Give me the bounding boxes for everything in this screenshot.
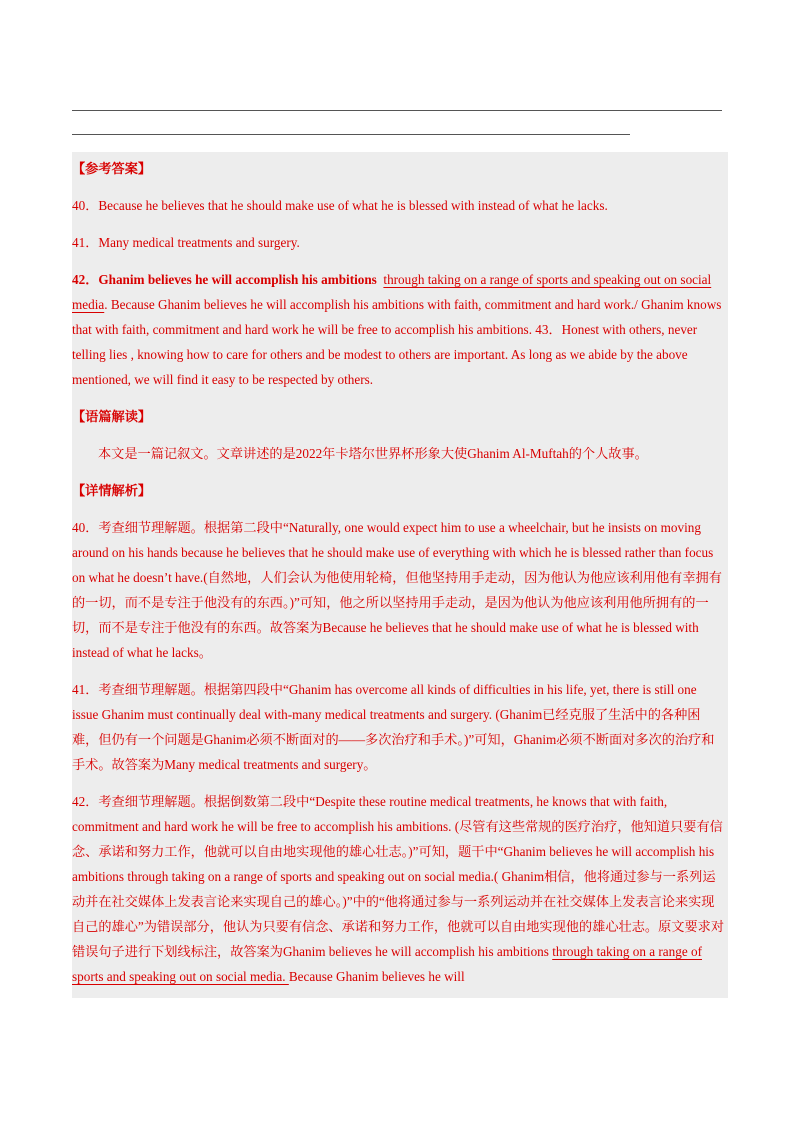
- analysis-42: [72, 789, 726, 989]
- analysis-41: 41．考查细节理解题。根据第四段中“Ghanim has overcome all kinds of difficulties in his life, yet, there is still one issue Ghanim must continually deal with-many medical treatments and surgery. (Ghanim已经克服了生活中的各种困难，但仍有一个问题是Ghanim必须不断面对的——多次治疗和手术。)”可知，Ghanim必须不断面对多次的治疗和手术。故答案为Many medical treatments and surgery。: [72, 682, 715, 772]
- answer-42-bold: 42．Ghanim believes he will accomplish his ambitions: [72, 272, 377, 287]
- answer-42-rest: . Because Ghanim believes he will accomplish his ambitions with faith, commitment and hard work./ Ghanim knows that with faith, commitment and hard work he will be free to accomplish his ambitions. 43．Honest with others, never telling lies , knowing how to care for others and be modest to others are important. As long as we abide by the above mentioned, we will find it easy to be respected by others.: [72, 297, 722, 387]
- answer-heading: 【参考答案】: [72, 161, 152, 176]
- header-rule-top: [72, 110, 722, 111]
- passage-summary: 本文是一篇记叙文。文章讲述的是2022年卡塔尔世界杯形象大使Ghanim Al-Muftah的个人故事。: [98, 446, 648, 461]
- analysis-42-main: 42．考查细节理解题。根据倒数第二段中“Despite these routine medical treatments, he knows that with faith, commitment and hard work he will be free to accomplish his ambitions. (尽管有这些常规的医疗治疗，他知道只要有信念、承诺和努力工作，他就可以自由地实现他的雄心壮志。)”可知，题干中“Ghanim believes he will accomplish his ambitions through taking on a range of sports and speaking out on social media.( Ghanim相信，他将通过参与一系列运动并在社交媒体上发表言论来实现自己的雄心。)”中的“他将通过参与一系列运动并在社交媒体上发表言论来实现自己的雄心”为错误部分，他认为只要有信念、承诺和努力工作，他就可以自由地实现他的雄心壮志。原文要求对错误句子进行下划线标注，故答案为Ghanim believes he will accomplish his ambitions: [72, 794, 725, 959]
- analysis-40: 40．考查细节理解题。根据第二段中“Naturally, one would expect him to use a wheelchair, but he insists on moving around on his hands because he believes that he should make use of everything with which he is blessed rather than focus on what he doesn’t have.(自然地，人们会认为他使用轮椅，但他坚持用手走动，因为他认为他应该利用他有幸拥有的一切，而不是专注于他没有的东西。)”可知，他之所以坚持用手走动，是因为他认为他应该利用他所拥有的一切，而不是专注于他没有的东西。故答案为Because he believes that he should make use of what he is blessed with instead of what he lacks。: [72, 520, 722, 660]
- analysis-42-tail: Because Ghanim believes he will: [288, 969, 465, 984]
- answer-41: 41．Many medical treatments and surgery.: [72, 235, 300, 250]
- header-rule-bottom: [72, 134, 630, 135]
- passage-heading: 【语篇解读】: [72, 409, 152, 424]
- document-content: [72, 156, 726, 989]
- answer-40: 40．Because he believes that he should make use of what he is blessed with instead of what he lacks.: [72, 198, 608, 213]
- analysis-heading: 【详情解析】: [72, 483, 152, 498]
- answer-42-43: [72, 267, 726, 392]
- answer-42-underlined: through taking on a range of sports and speaking out on social media: [72, 272, 712, 312]
- analysis-42-underlined: through taking on a range of sports and speaking out on social media.: [72, 944, 702, 984]
